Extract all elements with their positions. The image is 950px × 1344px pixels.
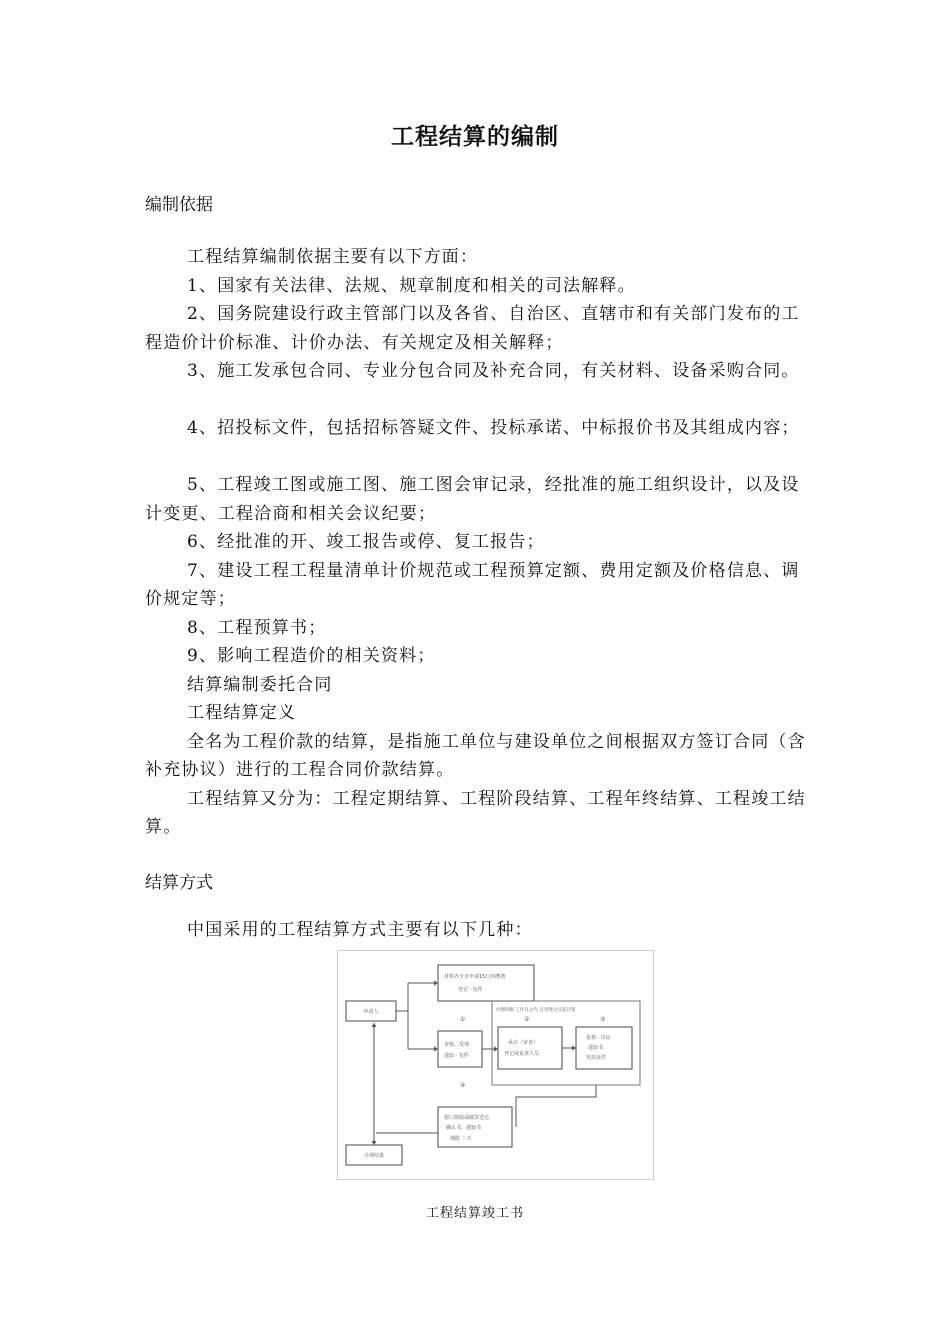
delivery-label-1: 窗口领取或邮寄送达: [444, 1115, 490, 1121]
basis-item-7: 7、建设工程工程量清单计价规范或工程预算定额、费用定额及价格信息、调价规定等；: [145, 560, 800, 609]
handling-box: [498, 1027, 562, 1069]
section-heading-methods: 结算方式: [145, 873, 213, 893]
review-box: [438, 1031, 482, 1067]
basis-item-8: 8、工程预算书；: [187, 617, 327, 638]
basis-intro: 工程结算编制依据主要有以下方面：: [187, 247, 479, 267]
review-label-1: 审核、受理: [444, 1042, 470, 1048]
intake-label-2: 登记 · 发件: [458, 987, 483, 993]
certify-label-3: 发放证件: [586, 1055, 607, 1061]
review-label-2: 通知 · 发件: [444, 1053, 469, 1059]
applicant-label: 申请人: [363, 1009, 379, 1015]
step-circle-2: ②: [524, 1016, 530, 1023]
definition-heading: 工程结算定义: [187, 703, 297, 723]
group-label: 办理时限 工作日之内 自受理之日起计算: [496, 1008, 576, 1013]
handling-label-2: 登记或复查人员: [504, 1051, 540, 1057]
step-circle-1: ①: [460, 1016, 466, 1023]
methods-intro: 中国采用的工程结算方式主要有以下几种：: [187, 920, 533, 940]
definition-text: 全名为工程价款的结算，是指施工单位与建设单位之间根据双方签订合同（含补充协议）进行的工程合同价款结算。: [145, 731, 806, 780]
flowchart-figure: [337, 950, 654, 1180]
figure-caption: 工程结算竣工书: [425, 1206, 524, 1221]
intake-label-1: 材料齐全日申请15日内缴费: [444, 974, 506, 980]
section-heading-basis: 编制依据: [145, 195, 213, 215]
basis-item-4: 4、招投标文件，包括招标答疑文件、投标承诺、中标报价书及其组成内容；: [187, 418, 800, 438]
basis-item-1: 1、国家有关法律、法规、规章制度和相关的司法解释。: [187, 275, 636, 296]
result-label: 办理结果: [363, 1153, 385, 1159]
certify-box: [576, 1027, 632, 1069]
basis-item-6: 6、经批准的开、竣工报告或停、复工报告；: [187, 532, 545, 552]
basis-item-3: 3、施工发承包合同、专业分包合同及补充合同，有关材料、设备采购合同。: [187, 361, 800, 381]
settlement-types: 工程结算又分为：工程定期结算、工程阶段结算、工程年终结算、工程竣工结算。: [145, 788, 806, 837]
page-title: 工程结算的编制: [391, 124, 559, 150]
handling-label-1: 承办（审查）: [508, 1040, 539, 1046]
basis-item-5: 5、工程竣工图或施工图、施工图会审记录，经批准的施工组织设计，以及设计变更、工程洽商和相关会议纪要；: [145, 475, 800, 524]
commission-contract: 结算编制委托合同: [187, 674, 333, 695]
basis-item-9: 9、影响工程造价的相关资料；: [187, 646, 436, 666]
step-circle-4: ④: [460, 1082, 466, 1089]
basis-item-2: 2、国务院建设行政主管部门以及各省、自治区、直辖市和有关部门发布的工程造价计价标准、计价办法、有关规定及相关解释；: [145, 304, 800, 353]
intake-box: [438, 965, 534, 1001]
step-circle-3: ③: [600, 1016, 606, 1023]
certify-label-1: 复核 · 出证: [586, 1035, 611, 1041]
certify-label-2: 通知书: [588, 1045, 604, 1051]
delivery-label-3: 期限 三天: [450, 1136, 472, 1142]
delivery-label-2: 确认书、通知书: [446, 1125, 482, 1131]
